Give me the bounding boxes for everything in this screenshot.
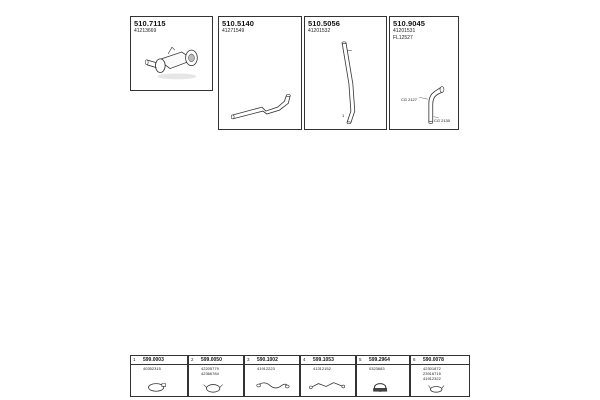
clamp-label: CG 2130	[434, 118, 451, 123]
accessory-number: 6	[413, 357, 416, 362]
part-mark: 1	[342, 113, 345, 118]
part-code: 510.7115	[134, 19, 166, 28]
accessory-cell-4[interactable]	[300, 355, 356, 397]
accessory-ref: 41912223	[257, 366, 275, 371]
accessory-code: 599.2964	[369, 357, 390, 363]
accessory-number: 1	[133, 357, 136, 362]
part-ref: 41201532	[308, 28, 331, 34]
accessory-number: 5	[359, 357, 362, 362]
accessories-strip	[130, 355, 470, 397]
accessory-code: 599.1053	[313, 357, 334, 363]
accessory-cell-6[interactable]	[410, 355, 470, 397]
part-ref: FL12527	[393, 35, 413, 41]
bracket-icon	[301, 356, 355, 396]
accessory-cell-5[interactable]	[356, 355, 410, 397]
clamp-icon	[357, 356, 409, 396]
part-panel-510-9045[interactable]	[389, 16, 459, 130]
part-code: 510.5056	[308, 19, 341, 28]
accessory-ref: 42301872	[423, 366, 441, 371]
accessory-number: 3	[247, 357, 250, 362]
accessory-ref: 40352315	[143, 366, 161, 371]
part-code: 510.5140	[222, 19, 255, 28]
bent-pipe-drawing	[219, 17, 301, 129]
part-ref: 41271549	[222, 28, 245, 34]
accessory-cell-2[interactable]	[188, 355, 244, 397]
accessory-code: 599.0003	[143, 357, 164, 363]
accessory-ref: 41312152	[313, 366, 331, 371]
part-ref: 41201531	[393, 28, 416, 34]
accessory-ref: 42205779	[201, 366, 219, 371]
vertical-pipe-drawing	[305, 17, 386, 129]
clamp-label: CG 2127	[401, 97, 418, 102]
clamp-icon	[411, 356, 469, 396]
accessory-ref: 0323683	[369, 366, 385, 371]
accessory-ref: 41912322	[423, 376, 441, 381]
part-panel-510-5056[interactable]	[304, 16, 387, 130]
accessory-ref: 23916715	[423, 371, 441, 376]
clamp-icon	[131, 356, 187, 396]
accessory-number: 2	[191, 357, 194, 362]
part-panel-510-5140[interactable]	[218, 16, 302, 130]
accessory-cell-3[interactable]	[244, 355, 300, 397]
accessory-code: 599.0050	[201, 357, 222, 363]
accessory-ref: 42366784	[201, 371, 219, 376]
tailpipe-drawing	[390, 17, 458, 129]
accessory-cell-1[interactable]	[130, 355, 188, 397]
hanger-icon	[245, 356, 299, 396]
accessory-code: 590.0078	[423, 357, 444, 363]
accessory-number: 4	[303, 357, 306, 362]
part-panel-510-7115[interactable]	[130, 16, 213, 91]
part-ref: 41213669	[134, 28, 157, 34]
accessory-code: 590.1002	[257, 357, 278, 363]
clamp-icon	[189, 356, 243, 396]
muffler-drawing	[131, 17, 212, 90]
part-code: 510.9045	[393, 19, 426, 28]
